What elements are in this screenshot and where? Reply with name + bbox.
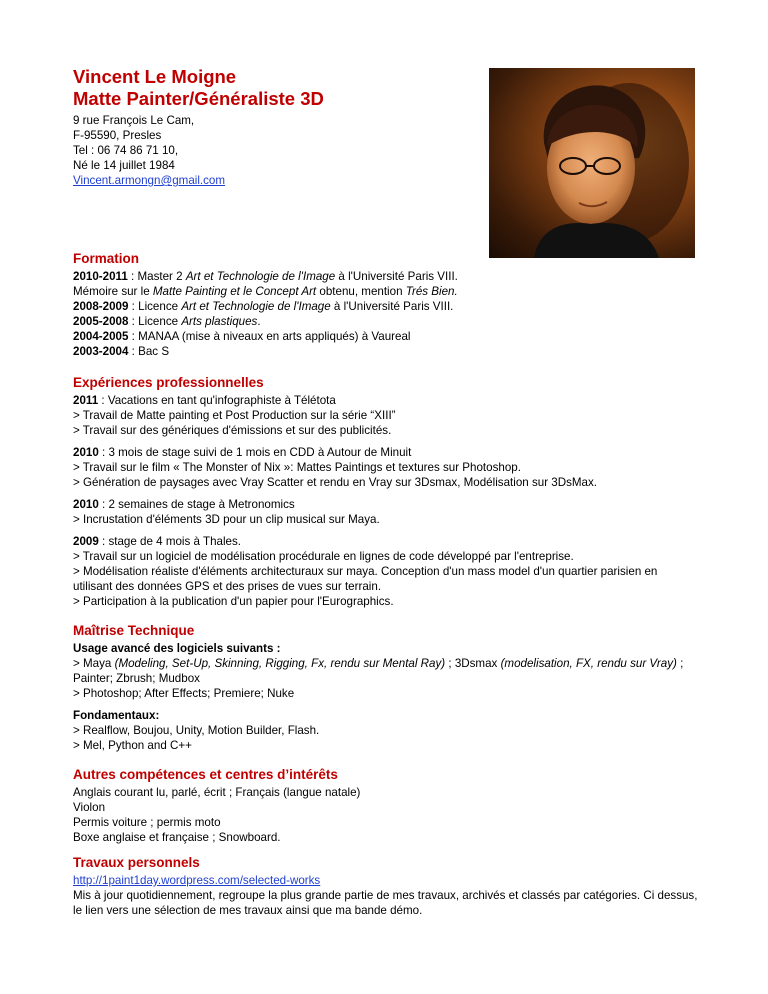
formation-line: 2003-2004 : Bac S (73, 345, 170, 358)
section-title: Maîtrise Technique (73, 623, 195, 638)
formation-line: 2008-2009 : Licence Art et Technologie de l'Image à l'Université Paris VIII. (73, 300, 454, 313)
portfolio-link[interactable]: http://1paint1day.wordpress.com/selected-works (73, 874, 321, 887)
skill-line: Permis voiture ; permis moto (73, 816, 221, 829)
section-title: Formation (73, 251, 139, 266)
experience-item: 2010 : 3 mois de stage suivi de 1 mois en CDD à Autour de Minuit > Travail sur le film « The Monster of Nix »: Mattes Paintings et textures sur Photoshop. > Génération de paysages avec Vray Scatter et rendu en Vray sur 3Dsmax, Modélisation sur 3DsMax. (73, 446, 598, 489)
formation-section (73, 250, 698, 359)
formation-line: 2004-2005 : MANAA (mise à niveaux en arts appliqués) à Vaureal (73, 330, 411, 343)
other-skills-section (73, 766, 698, 845)
address-line: F-95590, Presles (73, 129, 162, 142)
works-description: Mis à jour quotidiennement, regroupe la plus grande partie de mes travaux, archivés et classés par catégories. Ci dessus, le lien vers une sélection de mes travaux ainsi que ma bande démo. (73, 889, 698, 917)
portrait-illustration (489, 68, 695, 258)
candidate-name: Vincent Le Moigne (73, 66, 237, 87)
formation-line: 2010-2011 : Master 2 Art et Technologie de l'Image à l'Université Paris VIII. (73, 270, 458, 283)
birth-line: Né le 14 juillet 1984 (73, 159, 175, 172)
experience-item: 2011 : Vacations en tant qu'infographiste à Télétota > Travail de Matte painting et Post Production sur la série “XIII” > Travail sur des génériques d'émissions et sur des publicités. (73, 394, 396, 437)
section-title: Expériences professionnelles (73, 375, 264, 390)
software-block: Usage avancé des logiciels suivants : > Maya (Modeling, Set-Up, Skinning, Rigging, Fx, rendu sur Mental Ray) ; 3Dsmax (modelisation, FX, rendu sur Vray) ; Painter; Zbrush; Mudbox > Photoshop; After Effects; Premiere; Nuke (73, 642, 684, 700)
address-line: 9 rue François Le Cam, (73, 114, 195, 127)
email-link[interactable]: Vincent.armongn@gmail.com (73, 174, 226, 187)
formation-line: Mémoire sur le Matte Painting et le Concept Art obtenu, mention Trés Bien. (73, 285, 458, 298)
experience-item: 2009 : stage de 4 mois à Thales. > Travail sur un logiciel de modélisation procédurale en lignes de code développé par l'entreprise. > Modélisation réaliste d'éléments architecturaux sur maya. Conception d'un mass model d'un quartier parisien en utilisant des données GPS et des prises de vues sur terrain. > Participation à la publication d'un papier pour l'Eurographics. (73, 535, 658, 608)
portrait-photo (489, 68, 695, 258)
skill-line: Violon (73, 801, 106, 814)
experience-item: 2010 : 2 semaines de stage à Metronomics > Incrustation d'éléments 3D pour un clip musical sur Maya. (73, 498, 380, 526)
section-title: Autres compétences et centres d’intérêts (73, 767, 338, 782)
technique-section (73, 622, 698, 760)
skill-line: Boxe anglaise et française ; Snowboard. (73, 831, 281, 844)
section-title: Travaux personnels (73, 855, 200, 870)
personal-works-section (73, 854, 698, 918)
phone-line: Tel : 06 74 86 71 10, (73, 144, 179, 157)
experience-section (73, 374, 698, 616)
formation-line: 2005-2008 : Licence Arts plastiques. (73, 315, 261, 328)
skill-line: Anglais courant lu, parlé, écrit ; Français (langue natale) (73, 786, 361, 799)
job-title: Matte Painter/Généraliste 3D (73, 88, 324, 109)
fundamentals-block: Fondamentaux: > Realflow, Boujou, Unity, Motion Builder, Flash. > Mel, Python and C++ (73, 709, 320, 752)
